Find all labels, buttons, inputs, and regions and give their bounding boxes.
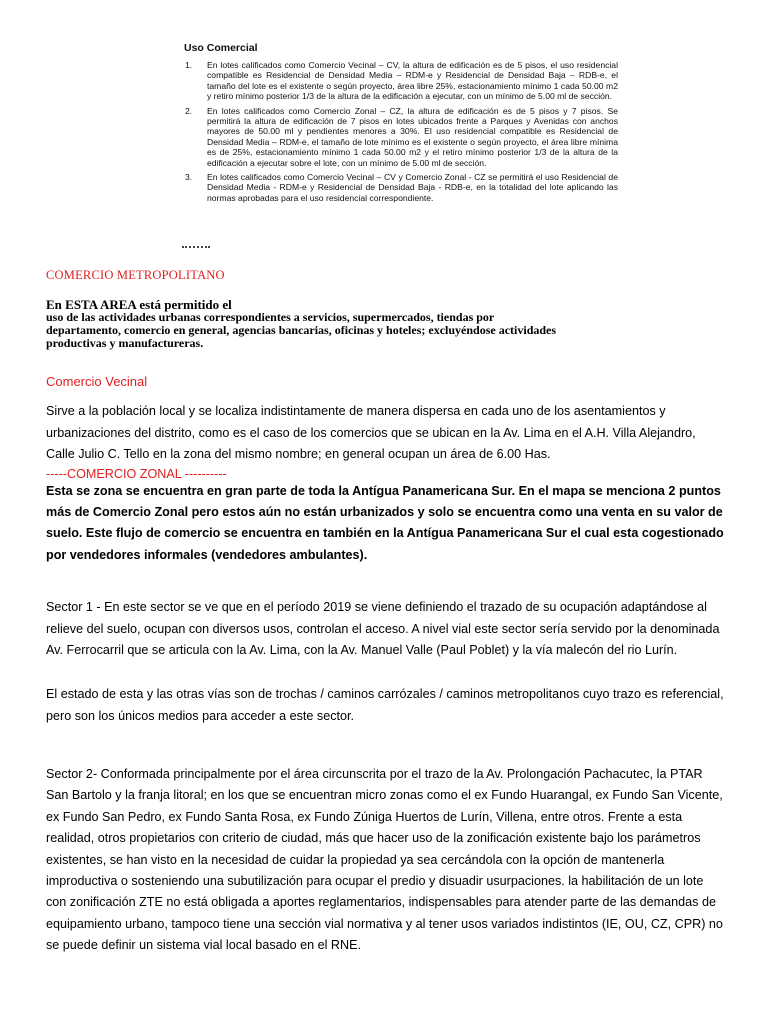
scan-item-text: En lotes calificados como Comercio Vecinal – CV, la altura de edificación es de 5 pisos, el uso residencial compatible es Residencial de Densidad Media – RDM-e y Residencial de Densidad Baja – RDB-e, el tamaño del lote es el existente o según proyecto, área libre 25%, estacionamiento mínimo 1 cada 50.00 m2 y retiro mínimo posterior 1/3 de la altura de la edificación a ejecutar, con un mínimo de 5.00 ml de sección.	[207, 60, 618, 102]
sector-2-label: Sector 2	[46, 767, 93, 781]
scan-item-number: 1.	[185, 60, 193, 70]
heading-comercio-vecinal: Comercio Vecinal	[46, 374, 148, 389]
heading-suffix: ----------	[181, 467, 227, 481]
metro-description	[46, 298, 726, 350]
metro-line: En ESTA AREA está permitido el	[46, 297, 232, 312]
paragraph-sector-2	[46, 764, 726, 957]
scanned-excerpt	[182, 42, 618, 248]
heading-text: COMERCIO ZONAL	[66, 467, 182, 481]
scan-item	[182, 106, 618, 168]
scan-item	[182, 60, 618, 102]
paragraph-zonal: Esta se zona se encuentra en gran parte de toda la Antígua Panamericana Sur. En el mapa se menciona 2 puntos más de Comercio Zonal pero estos aún no están urbanizados y solo se encuentra como una venta en su valor de suelo. Este flujo de comercio se encuentra en también en la Antígua Panamericana Sur el cual esta cogestionado por vendedores informales (vendedores ambulantes).	[46, 484, 724, 562]
heading-prefix: -----	[46, 467, 67, 481]
scan-item-number: 3.	[185, 172, 193, 183]
scan-item-number: 2.	[185, 105, 193, 116]
metro-line: productivas y manufactureras.	[46, 336, 204, 350]
scan-rule	[182, 244, 210, 248]
sector-1-label: Sector 1	[46, 600, 93, 614]
paragraph-estado: El estado de esta y las otras vías son de trochas / caminos carrózales / caminos metropolitanos cuyo trazo es referencial, pero son los únicos medios para acceder a este sector.	[46, 687, 724, 723]
scan-item-text: En lotes calificados como Comercio Vecinal – CV y Comercio Zonal - CZ se permitirá el uso Residencial de Densidad Media - RDM-e y Residencial de Densidad Baja - RDB-e, en la totalidad del lote aplicando las normas aprobadas para el uso residencial correspondiente.	[207, 172, 618, 203]
scan-item-text: En lotes calificados como Comercio Zonal – CZ, la altura de edificación es de 5 pisos y 7 pisos. Se permitirá la altura de edificación de 7 pisos en lotes ubicados frente a Parques y Avenidas con anchos mayores de 50.00 ml y pendientes menores a 30%. El uso residencial compatible es Residencial de Densidad Media – RDM-e, el tamaño de lote mínimo es el existente o según proyecto, el área libre mínima es de 25%, estacionamiento mínimo 1 cada 50.00 m2 y el retiro mínimo posterior 1/3 de la altura de la edificación a ejecutar sobre el lote, con un mínimo de 5.00 ml de sección.	[207, 105, 618, 168]
heading-comercio-metropolitano: COMERCIO METROPOLITANO	[46, 268, 225, 282]
sector-1-text: - En este sector se ve que en el período 2019 se viene definiendo el trazado de su ocupación adaptándose al relieve del suelo, ocupan con diversos usos, controlan el acceso. A nivel vial este sector sería servido por la denominada Av. Ferrocarril que se articula con la Av. Lima, con la Av. Manuel Valle (Paul Poblet) y la vía malecón del rio Lurín.	[46, 600, 720, 657]
paragraph-sector-1	[46, 597, 726, 662]
sector-2-text: - Conformada principalmente por el área circunscrita por el trazo de la Av. Prolongación Pachacutec, la PTAR San Bartolo y la franja litoral; en los que se encuentran micro zonas como el ex Fundo Huarangal, ex Fundo San Vicente, ex Fundo San Pedro, ex Fundo Santa Rosa, ex Fundo Zúniga Huertos de Lurín, Villena, entre otros. Frente a esta realidad, otros propietarios con criterio de ciudad, más que hacer uso de la zonificación existente bajo los parámetros existentes, se han visto en la necesidad de cuidar la propiedad ya sea cercándola con la opción de mantenerla improductiva o sosteniendo una subutilización para ocupar el predio y disuadir usurpaciones. la habilitación de un lote con zonificación ZTE no está obligada a aportes reglamentarios, indispensables para atender parte de las demandas de equipamiento urbano, tampoco tiene una sección vial normativa y al tener usos variados indistintos (IE, OU, CZ, CPR) no se puede definir un sistema vial local basado en el RNE.	[46, 767, 723, 953]
metro-line: uso de las actividades urbanas correspondientes a servicios, supermercados, tiendas por	[46, 310, 495, 324]
scan-title: Uso Comercial	[184, 42, 258, 54]
metro-line: departamento, comercio en general, agencias bancarias, oficinas y hoteles; excluyéndose actividades	[46, 323, 557, 337]
scan-item	[182, 172, 618, 203]
paragraph-vecinal: Sirve a la población local y se localiza indistintamente de manera dispersa en cada uno de los asentamientos y urbanizaciones del distrito, como es el caso de los comercios que se ubican en la Av. Lima en el A.H. Villa Alejandro, Calle Julio C. Tello en la zona del mismo nombre; en general ocupan un área de 6.00 Has.	[46, 404, 696, 461]
